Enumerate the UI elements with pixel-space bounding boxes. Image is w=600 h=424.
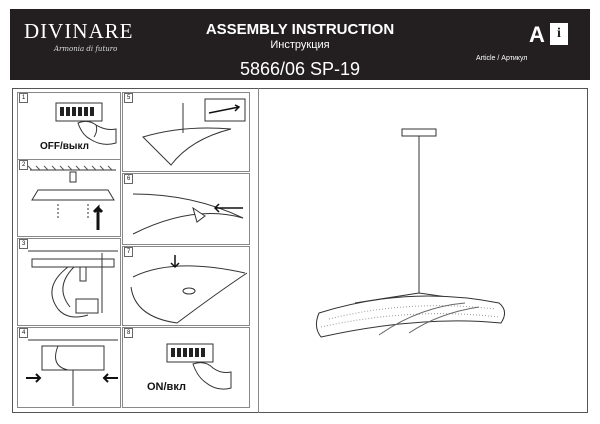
shade-clip-illustration [123,174,250,245]
article-label: Article / Артикул [476,55,528,62]
article-letter: A [529,22,545,47]
step-number: 3 [19,239,28,249]
off-caption: OFF/выкл [40,141,89,152]
step-number: 5 [124,93,133,103]
step-number: 8 [124,328,133,338]
step-7-panel [122,246,250,326]
step-6-panel [122,173,250,245]
brand-logo: DIVINARE [24,19,134,43]
canopy-fix-illustration [18,328,121,408]
step-5-panel [122,92,250,172]
step-number: 1 [19,93,28,103]
shade-secure-illustration [123,247,250,326]
step-number: 4 [19,328,28,338]
info-glyph: i [557,26,561,41]
on-caption: ON/вкл [147,381,186,393]
step-2-panel [17,159,121,237]
step-number: 2 [19,160,28,170]
info-book-icon [550,23,568,45]
model-number: 5866/06 SP-19 [239,59,361,79]
step-1-panel [17,92,121,168]
step-number: 6 [124,174,133,184]
step-number: 7 [124,247,133,257]
step-4-panel [17,327,121,408]
header-bar [10,9,590,80]
brand-tagline: Armonia di futuro [54,45,118,53]
step-3-panel [17,238,121,326]
switch-on-illustration [123,328,250,408]
title-english: ASSEMBLY INSTRUCTION [205,21,395,38]
title-russian: Инструкция [270,39,330,51]
pendant-lamp-drawing [259,89,588,412]
shade-attach-illustration [123,93,250,172]
wiring-illustration [18,239,121,326]
ceiling-mount-illustration [18,160,121,237]
step-8-panel [122,327,250,408]
switch-off-illustration [18,93,121,168]
